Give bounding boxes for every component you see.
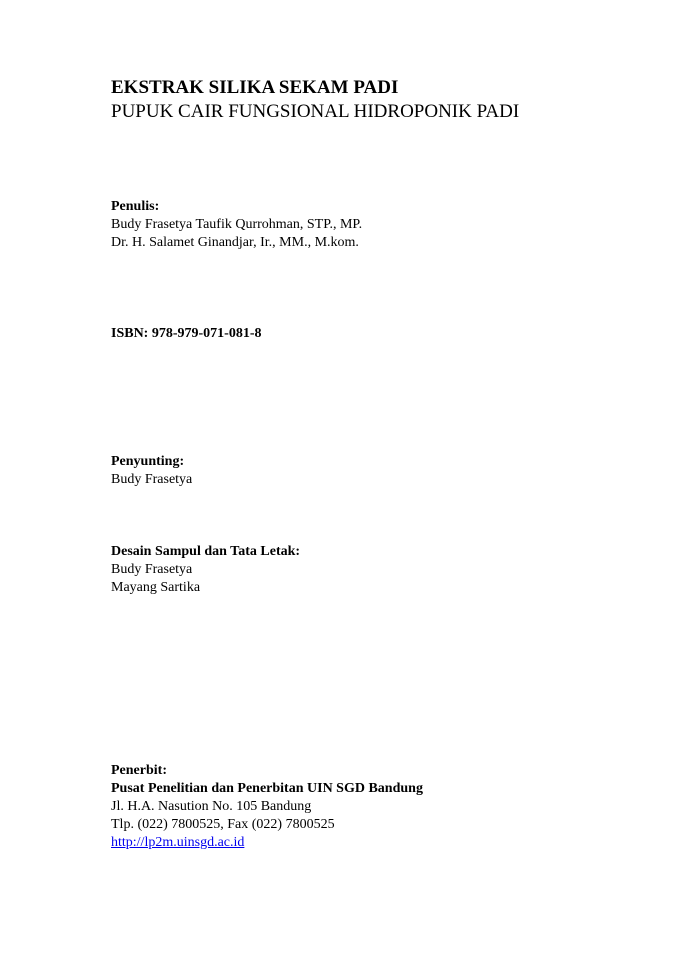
- design-section: [111, 543, 651, 597]
- isbn-section: [111, 325, 651, 343]
- publisher-section: [111, 762, 651, 852]
- author-name: Dr. H. Salamet Ginandjar, Ir., MM., M.kom.: [111, 235, 359, 250]
- designer-name: Mayang Sartika: [111, 580, 201, 595]
- publisher-phone: Tlp. (022) 7800525, Fax (022) 7800525: [111, 817, 335, 832]
- title-block: [111, 76, 651, 124]
- book-subtitle: PUPUK CAIR FUNGSIONAL HIDROPONIK PADI: [111, 101, 520, 122]
- publisher-name: Pusat Penelitian dan Penerbitan UIN SGD Bandung: [111, 781, 423, 796]
- editor-name: Budy Frasetya: [111, 472, 193, 487]
- publisher-label: Penerbit:: [111, 763, 167, 778]
- isbn-text: ISBN: 978-979-071-081-8: [111, 326, 262, 341]
- authors-section: [111, 198, 651, 252]
- editor-label: Penyunting:: [111, 454, 185, 469]
- publisher-website-link[interactable]: http://lp2m.uinsgd.ac.id: [111, 835, 245, 850]
- authors-label: Penulis:: [111, 199, 160, 214]
- editor-section: [111, 453, 651, 489]
- design-label: Desain Sampul dan Tata Letak:: [111, 544, 301, 559]
- author-name: Budy Frasetya Taufik Qurrohman, STP., MP.: [111, 217, 363, 232]
- book-title: EKSTRAK SILIKA SEKAM PADI: [111, 77, 399, 98]
- designer-name: Budy Frasetya: [111, 562, 193, 577]
- publisher-address: Jl. H.A. Nasution No. 105 Bandung: [111, 799, 312, 814]
